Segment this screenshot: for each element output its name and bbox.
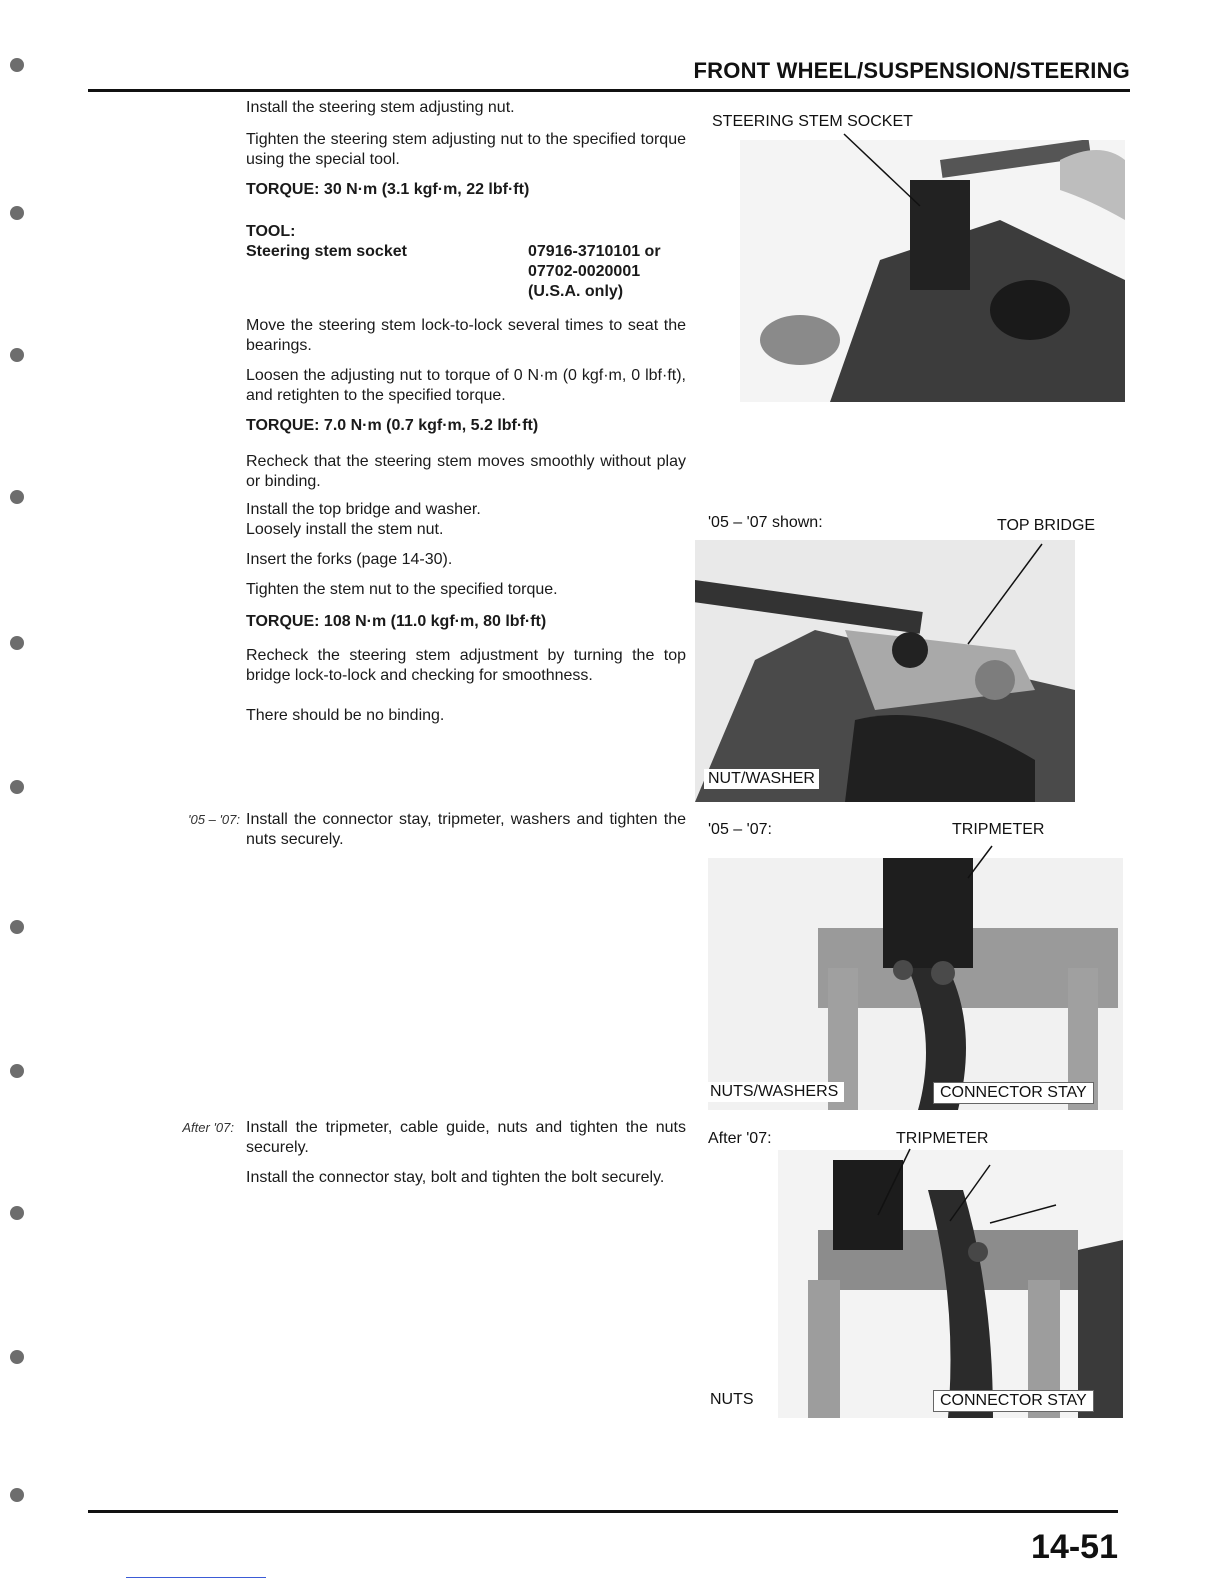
- punch-hole: [10, 1206, 24, 1220]
- label-top-bridge: TOP BRIDGE: [997, 517, 1096, 534]
- label-nut-washer: NUT/WASHER: [704, 769, 819, 789]
- punch-hole: [10, 780, 24, 794]
- link-underline: [126, 1577, 266, 1578]
- tool-part-number: 07702-0020001: [528, 263, 641, 280]
- caption-after-07: After '07:: [708, 1130, 772, 1147]
- step-install-stem-nut: Loosely install the stem nut.: [246, 521, 444, 538]
- step-recheck-smooth: Recheck that the steering stem moves smoothly without play or binding.: [246, 453, 686, 490]
- header-rule: [88, 89, 1130, 92]
- step-insert-forks: Insert the forks (page 14-30).: [246, 551, 453, 568]
- step-no-binding: There should be no binding.: [246, 707, 445, 724]
- tool-part-note: (U.S.A. only): [528, 283, 624, 300]
- step-install-connector-stay-0507: Install the connector stay, tripmeter, washers and tighten the nuts securely.: [246, 811, 686, 848]
- leader-line: [870, 1145, 1060, 1225]
- punch-hole: [10, 206, 24, 220]
- punch-hole: [10, 348, 24, 362]
- label-nuts-washers: NUTS/WASHERS: [704, 1082, 844, 1102]
- step-install-tripmeter-after07: Install the tripmeter, cable guide, nuts and tighten the nuts securely.: [246, 1119, 686, 1156]
- step-install-connector-stay-after07: Install the connector stay, bolt and tighten the bolt securely.: [246, 1169, 665, 1186]
- tool-part-number: 07916-3710101 or: [528, 243, 661, 260]
- page-header-title: FRONT WHEEL/SUSPENSION/STEERING: [693, 58, 1130, 83]
- label-connector-stay: CONNECTOR STAY: [933, 1082, 1094, 1104]
- step-tighten-stem-nut: Tighten the stem nut to the specified torque.: [246, 581, 558, 598]
- model-year-note: '05 – '07:: [188, 812, 240, 827]
- step-loosen-retighten: Loosen the adjusting nut to torque of 0 N·m (0 kgf·m, 0 lbf·ft), and retighten to the specified torque.: [246, 367, 686, 404]
- caption-05-07-shown: '05 – '07 shown:: [708, 514, 823, 531]
- footer-rule: [88, 1510, 1118, 1513]
- punch-hole: [10, 490, 24, 504]
- step-install-adjusting-nut: Install the steering stem adjusting nut.: [246, 99, 515, 116]
- punch-hole: [10, 636, 24, 650]
- step-tighten-adjusting-nut: Tighten the steering stem adjusting nut to the specified torque using the special tool.: [246, 131, 686, 168]
- label-connector-stay: CONNECTOR STAY: [933, 1390, 1094, 1412]
- label-tripmeter: TRIPMETER: [896, 1130, 989, 1147]
- torque-spec-3: TORQUE: 108 N·m (11.0 kgf·m, 80 lbf·ft): [246, 613, 547, 630]
- photo-tripmeter-05-07: [708, 858, 1123, 1110]
- page-number: 14-51: [1031, 1528, 1118, 1566]
- leader-line: [960, 540, 1050, 650]
- step-recheck-adjustment: Recheck the steering stem adjustment by turning the top bridge lock-to-lock and checking for smoothness.: [246, 647, 686, 684]
- label-nuts: NUTS: [704, 1390, 760, 1410]
- punch-hole: [10, 1064, 24, 1078]
- tool-heading: TOOL:: [246, 223, 296, 240]
- tool-name: Steering stem socket: [246, 243, 407, 260]
- leader-line: [840, 132, 930, 212]
- torque-spec-1: TORQUE: 30 N·m (3.1 kgf·m, 22 lbf·ft): [246, 181, 530, 198]
- caption-05-07: '05 – '07:: [708, 821, 772, 838]
- tool-block: [246, 222, 686, 302]
- leader-line: [960, 842, 1000, 882]
- label-steering-stem-socket: STEERING STEM SOCKET: [712, 113, 913, 130]
- punch-hole: [10, 1488, 24, 1502]
- step-seat-bearings: Move the steering stem lock-to-lock several times to seat the bearings.: [246, 317, 686, 354]
- punch-hole: [10, 1350, 24, 1364]
- torque-spec-2: TORQUE: 7.0 N·m (0.7 kgf·m, 5.2 lbf·ft): [246, 417, 539, 434]
- label-tripmeter: TRIPMETER: [952, 821, 1045, 838]
- model-year-note: After '07:: [182, 1120, 234, 1135]
- punch-hole: [10, 920, 24, 934]
- punch-hole: [10, 58, 24, 72]
- photo-steering-stem-socket: [740, 140, 1125, 402]
- step-install-top-bridge: Install the top bridge and washer.: [246, 501, 481, 518]
